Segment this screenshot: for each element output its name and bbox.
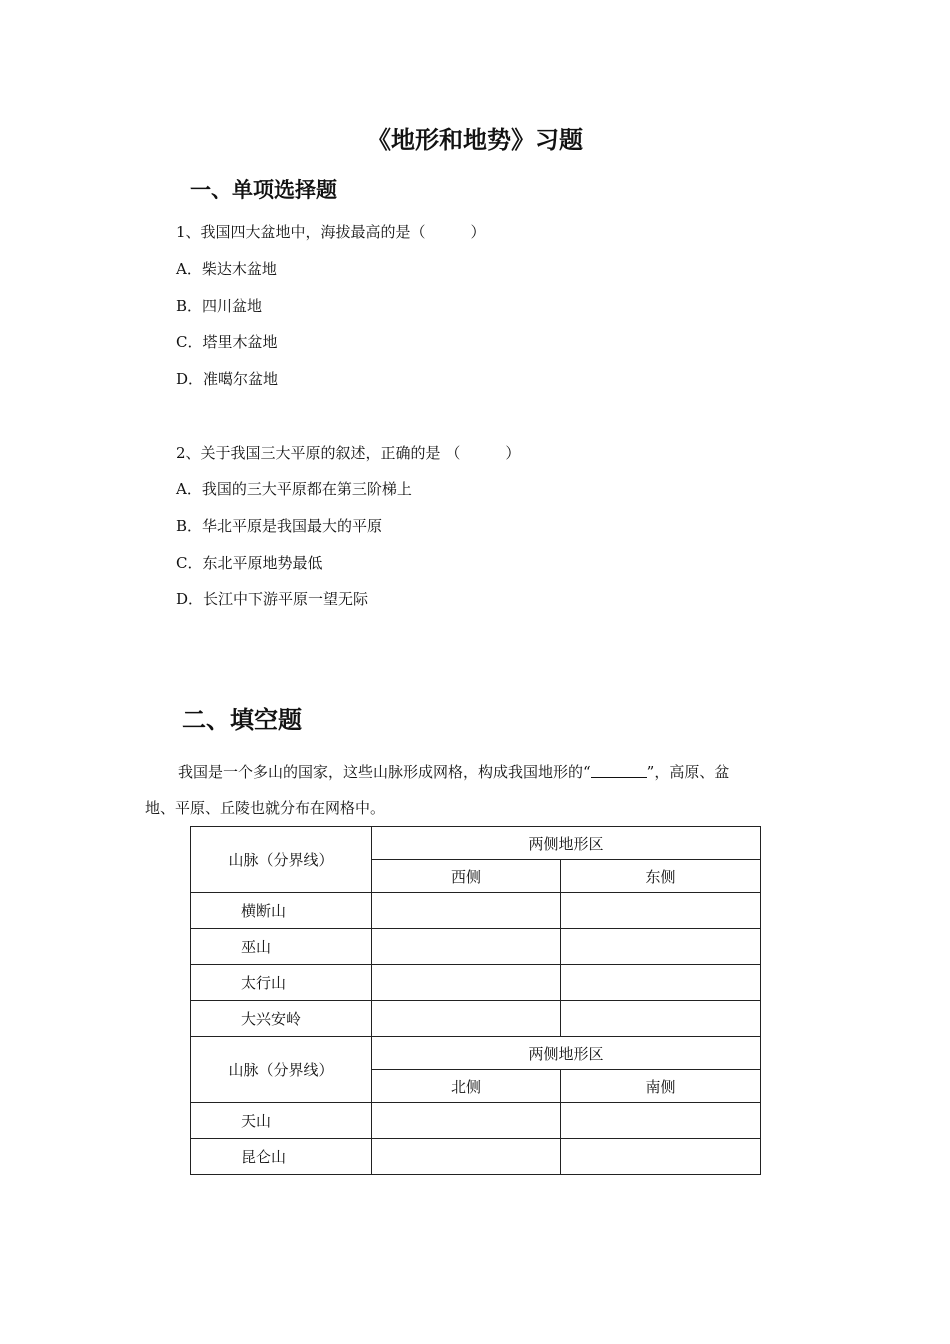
mountain-name: 天山 [191,1103,372,1139]
row-header-mountain: 山脉（分界线） [191,827,372,893]
question-2-option-d: D．长江中下游平原一望无际 [176,590,369,608]
page-title: 《地形和地势》习题 [367,126,583,154]
mountain-name: 昆仑山 [191,1139,372,1175]
mountain-table [190,826,761,1175]
answer-cell[interactable] [561,893,761,929]
answer-cell[interactable] [372,965,561,1001]
section-1-heading: 一、单项选择题 [190,178,337,202]
table-row [191,893,761,929]
table-row [191,965,761,1001]
answer-cell[interactable] [561,965,761,1001]
table-row [191,1001,761,1037]
answer-cell[interactable] [372,893,561,929]
question-1-option-d: D．准噶尔盆地 [176,370,279,388]
table-row [191,929,761,965]
col-header-north: 北侧 [372,1070,561,1103]
fill-paragraph-line-1 [178,761,729,782]
question-2-stem: 2、关于我国三大平原的叙述，正确的是 （ ） [176,444,521,462]
answer-cell[interactable] [561,1139,761,1175]
mountain-name: 巫山 [191,929,372,965]
mountain-name: 大兴安岭 [191,1001,372,1037]
col-header-south: 南侧 [561,1070,761,1103]
table-row [191,1103,761,1139]
table-row [191,1139,761,1175]
answer-cell[interactable] [561,929,761,965]
question-2-option-b: B．华北平原是我国最大的平原 [176,517,383,535]
col-header-west: 西侧 [372,860,561,893]
question-1-stem: 1、我国四大盆地中，海拔最高的是（ ） [176,223,486,241]
table-header-row [191,1037,761,1070]
span-header-terrain: 两侧地形区 [372,1037,761,1070]
question-1-option-b: B．四川盆地 [176,297,263,315]
fill-paragraph-line-2: 地、平原、丘陵也就分布在网格中。 [145,799,386,817]
question-2-option-c: C．东北平原地势最低 [176,554,323,572]
fill-paragraph-text-after: ”，高原、盆 [646,763,730,781]
answer-cell[interactable] [372,1103,561,1139]
answer-cell[interactable] [372,1001,561,1037]
answer-blank[interactable] [591,763,647,778]
answer-cell[interactable] [372,929,561,965]
span-header-terrain: 两侧地形区 [372,827,761,860]
row-header-mountain: 山脉（分界线） [191,1037,372,1103]
question-1-option-a: A．柴达木盆地 [176,260,277,278]
table-header-row [191,827,761,860]
mountain-name: 横断山 [191,893,372,929]
answer-cell[interactable] [561,1103,761,1139]
answer-cell[interactable] [561,1001,761,1037]
question-2-option-a: A．我国的三大平原都在第三阶梯上 [176,480,412,498]
fill-paragraph-text-before: 我国是一个多山的国家，这些山脉形成网格，构成我国地形的“ [178,763,591,781]
answer-cell[interactable] [372,1139,561,1175]
question-1-option-c: C．塔里木盆地 [176,333,278,351]
section-2-heading: 二、填空题 [182,706,302,734]
col-header-east: 东侧 [561,860,761,893]
mountain-name: 太行山 [191,965,372,1001]
